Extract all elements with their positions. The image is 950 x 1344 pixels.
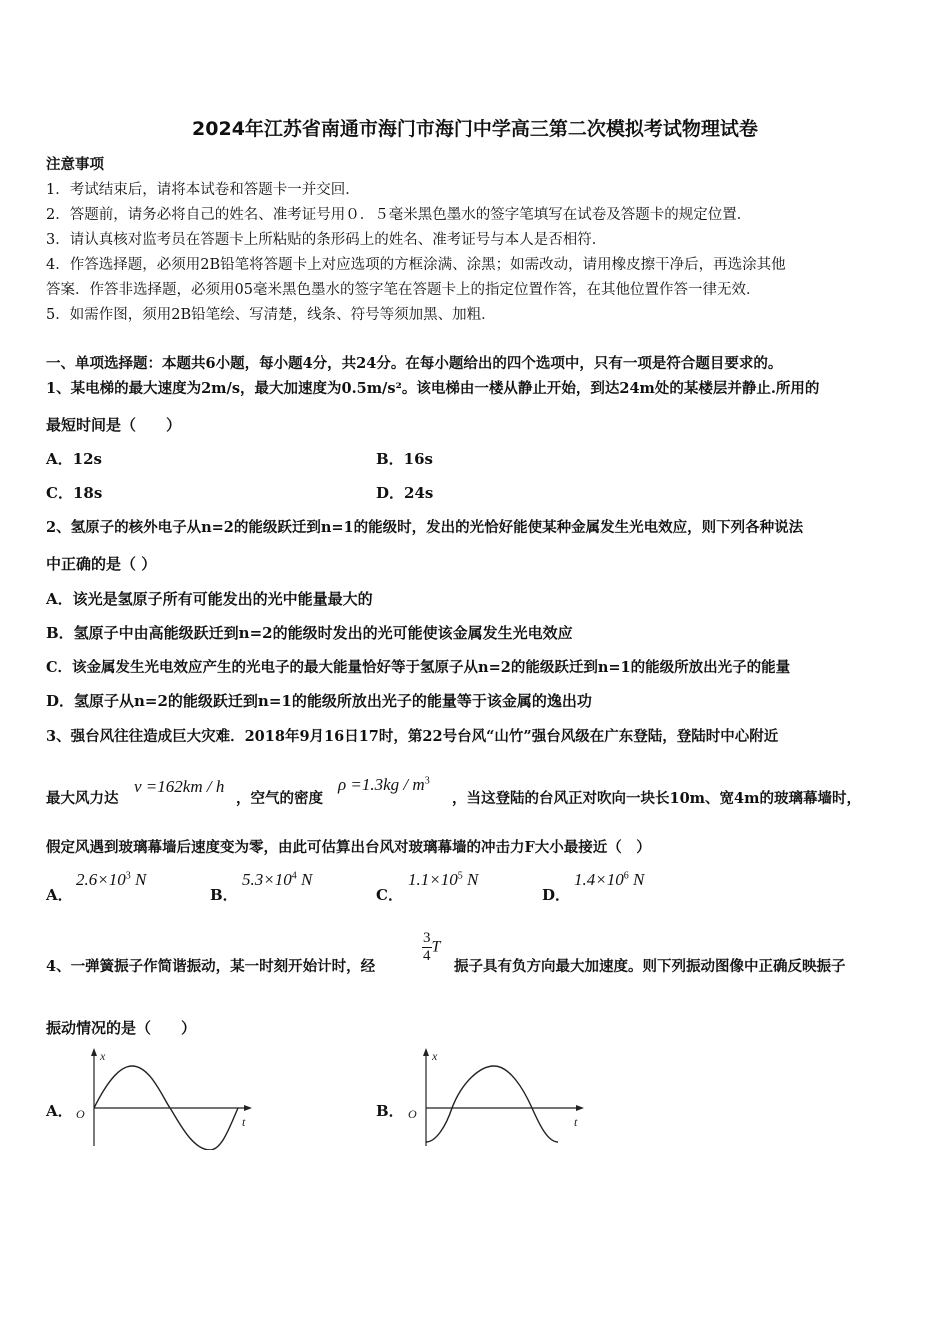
q4-option-a-label: A． — [46, 1102, 73, 1120]
q3-option-a-label: A． — [46, 886, 73, 904]
q3-option-c-exp: 5 — [457, 870, 463, 882]
q3-option-d-mantissa: 1.4×10 — [574, 870, 624, 889]
q3-density-expr — [338, 775, 430, 795]
q1-option-d: D．24s — [376, 484, 434, 502]
graph-b-t-arrow — [576, 1105, 584, 1111]
graph-b-y-arrow — [423, 1048, 429, 1056]
q3-option-b-label: B． — [210, 886, 238, 904]
q1-stem-line1: 1、某电梯的最大速度为2m/s，最大加速度为0.5m/s²。该电梯由一楼从静止开始，到达24m处的某楼层并静止.所用的 — [46, 380, 820, 397]
graph-a-x-label: x — [100, 1049, 106, 1063]
q3-option-b-exp: 4 — [291, 870, 297, 882]
q3-option-b-mantissa: 5.3×10 — [242, 870, 292, 889]
q4-fraction-3-4 — [422, 930, 432, 965]
q3-option-c-unit: N — [462, 870, 479, 889]
q4-option-b-label: B． — [376, 1102, 404, 1120]
notice-heading: 注意事项 — [46, 156, 104, 173]
q4-fraction-num: 3 — [423, 930, 431, 946]
q4-stem-line1-a: 4、一弹簧振子作简谐振动，某一时刻开始计时，经 — [46, 958, 376, 975]
graph-a-origin-label: O — [76, 1107, 85, 1121]
notice-item-5: 5．如需作图，须用2B铅笔绘、写清楚，线条、符号等须加黑、加粗． — [46, 307, 496, 323]
q4-option-a-graph — [70, 1046, 260, 1150]
graph-a-t-label: t — [242, 1115, 246, 1129]
q3-option-a-unit: N — [130, 870, 147, 889]
q2-option-b: B．氢原子中由高能级跃迁到n=2的能级时发出的光可能使该金属发生光电效应 — [46, 624, 573, 642]
q3-option-c-label: C． — [376, 886, 403, 904]
graph-b-origin-label: O — [408, 1107, 417, 1121]
q3-density-base: ρ =1.3kg / m — [338, 775, 425, 794]
notice-item-1: 1．考试结束后，请将本试卷和答题卡一并交回． — [46, 182, 360, 198]
q3-option-d-exp: 6 — [623, 870, 629, 882]
q3-option-b-value — [242, 870, 312, 890]
graph-b-t-label: t — [574, 1115, 578, 1129]
q4-fraction-var: T — [431, 938, 441, 956]
q4-stem-line2: 振动情况的是（ ） — [46, 1019, 197, 1037]
notice-item-4-cont: 答案．作答非选择题，必须用05毫米黑色墨水的签字笔在答题卡上的指定位置作答，在其他位置作答一律无效． — [46, 282, 761, 298]
q3-option-d-value — [574, 870, 644, 890]
q3-option-b-unit: N — [296, 870, 313, 889]
q3-stem-line2-b: ，空气的密度 — [236, 790, 323, 807]
q3-option-a-exp: 3 — [125, 870, 131, 882]
q4-fraction-den: 4 — [423, 948, 431, 964]
q1-stem-line2: 最短时间是（ ） — [46, 416, 182, 434]
notice-item-3: 3．请认真核对监考员在答题卡上所粘贴的条形码上的姓名、准考证号与本人是否相符． — [46, 232, 607, 248]
notice-item-2: 2．答题前，请务必将自己的姓名、准考证号用０．５毫米黑色墨水的签字笔填写在试卷及答题卡的规定位置． — [46, 207, 752, 223]
graph-a-y-arrow — [91, 1048, 97, 1056]
q3-stem-line2-c: ，当这登陆的台风正对吹向一块长10m、宽4m的玻璃幕墙时， — [452, 790, 861, 807]
graph-a-t-arrow — [244, 1105, 252, 1111]
q3-option-d-label: D． — [542, 886, 571, 904]
q3-stem-line2-a: 最大风力达 — [46, 790, 119, 807]
q3-density-exp: 3 — [424, 775, 430, 787]
q2-option-a: A．该光是氢原子所有可能发出的光中能量最大的 — [46, 590, 373, 608]
q4-fraction — [422, 930, 440, 965]
q2-stem-line1: 2、氢原子的核外电子从n=2的能级跃迁到n=1的能级时，发出的光恰好能使某种金属发生光电效应，则下列各种说法 — [46, 519, 804, 536]
q3-option-d-unit: N — [628, 870, 645, 889]
q3-stem-line1: 3、强台风往往造成巨大灾难．2018年9月16日17时，第22号台风“山竹”强台风级在广东登陆，登陆时中心附近 — [46, 728, 779, 745]
q1-option-c: C．18s — [46, 484, 103, 502]
q4-stem-line1-b: 振子具有负方向最大加速度。则下列振动图像中正确反映振子 — [454, 958, 846, 975]
page-title: 2024年江苏省南通市海门市海门中学高三第二次模拟考试物理试卷 — [192, 118, 758, 140]
q3-option-a-value — [76, 870, 146, 890]
q2-stem-line2: 中正确的是（ ） — [46, 555, 157, 573]
notice-item-4: 4．作答选择题，必须用2B铅笔将答题卡上对应选项的方框涂满、涂黑；如需改动，请用橡皮擦干净后，再选涂其他 — [46, 257, 786, 273]
section-heading: 一、单项选择题：本题共6小题，每小题4分，共24分。在每小题给出的四个选项中，只有一项是符合题目要求的。 — [46, 355, 783, 372]
q4-option-b-graph — [402, 1046, 592, 1150]
q2-option-c: C．该金属发生光电效应产生的光电子的最大能量恰好等于氢原子从n=2的能级跃迁到n=1的能级所放出光子的能量 — [46, 659, 791, 676]
q1-option-a: A．12s — [46, 450, 102, 468]
q2-option-d: D．氢原子从n=2的能级跃迁到n=1的能级所放出光子的能量等于该金属的逸出功 — [46, 692, 592, 710]
graph-b-x-label: x — [432, 1049, 438, 1063]
q3-option-c-mantissa: 1.1×10 — [408, 870, 458, 889]
q3-option-c-value — [408, 870, 478, 890]
q3-stem-line3: 假定风遇到玻璃幕墙后速度变为零，由此可估算出台风对玻璃幕墙的冲击力F大小最接近（ ） — [46, 839, 651, 856]
graph-b-curve — [426, 1066, 558, 1142]
q3-velocity-expr: v =162km / h — [134, 777, 225, 796]
q3-option-a-mantissa: 2.6×10 — [76, 870, 126, 889]
q1-option-b: B．16s — [376, 450, 433, 468]
